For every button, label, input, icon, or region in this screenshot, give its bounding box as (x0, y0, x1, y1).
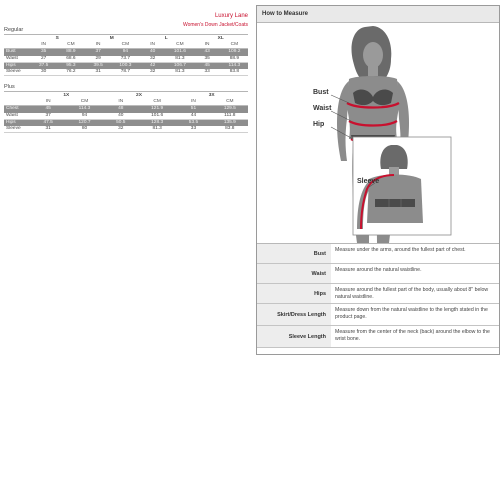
sleeve-inset (353, 137, 451, 235)
unit-header: IN (139, 42, 166, 49)
table-cell: 42 (139, 62, 166, 69)
brand-heading (183, 12, 248, 30)
row-label: Hips (4, 62, 30, 69)
definition-row (257, 264, 499, 284)
table-cell: 47.5 (30, 119, 66, 126)
table-cell: 27 (30, 56, 57, 63)
label-hip: Hip (313, 121, 325, 128)
table-cell: 51 (175, 106, 211, 113)
table-row (4, 62, 248, 69)
table-cell: 50.5 (103, 119, 139, 126)
definition-term: Skirt/Dress Length (257, 304, 331, 325)
definition-row (257, 284, 499, 304)
label-bust: Bust (313, 89, 329, 96)
plus-label: Plus (4, 84, 15, 90)
unit-header: IN (85, 42, 112, 49)
size-header: 2X (136, 93, 142, 98)
table-cell: 37 (30, 113, 66, 120)
table-cell: 88.9 (221, 56, 248, 63)
size-header: XL (217, 36, 224, 41)
definition-desc: Measure under the arms, around the fullest part of chest. (335, 247, 466, 253)
table-cell: 32 (139, 69, 166, 76)
table-cell: 95.3 (57, 62, 84, 69)
table-cell: 43 (194, 49, 221, 56)
definition-desc: Measure down from the natural waistline to the length stated in the product page. (335, 307, 488, 320)
table-cell: 100.3 (112, 62, 139, 69)
unit-header: IN (30, 42, 57, 49)
label-waist: Waist (313, 105, 332, 112)
definition-desc: Measure around the natural waistline. (335, 267, 422, 273)
row-label: Bust (4, 49, 30, 56)
table-cell: 31 (30, 126, 66, 133)
regular-label: Regular (4, 27, 24, 33)
table-cell: 120.7 (66, 119, 102, 126)
table-cell: 40 (139, 49, 166, 56)
table-cell: 114.3 (66, 106, 102, 113)
table-cell: 94 (112, 49, 139, 56)
table-cell: 45 (30, 106, 66, 113)
table-cell: 29 (85, 56, 112, 63)
table-cell: 33 (194, 69, 221, 76)
table-cell: 78.7 (112, 69, 139, 76)
table-cell: 111.8 (212, 113, 248, 120)
label-sleeve: Sleeve (357, 178, 380, 185)
measure-illustration (257, 23, 499, 243)
table-cell: 129.5 (212, 106, 248, 113)
row-label: Waist (4, 56, 30, 63)
table-cell: 114.3 (221, 62, 248, 69)
unit-header: IN (30, 99, 66, 106)
table-cell: 30 (30, 69, 57, 76)
definition-desc: Measure around the fullest part of the body, usually about 8" below natural waistline. (335, 287, 489, 300)
table-row (4, 119, 248, 126)
table-cell: 40 (103, 113, 139, 120)
unit-header: CM (212, 99, 248, 106)
table-cell: 37 (85, 49, 112, 56)
table-cell: 76.2 (57, 69, 84, 76)
regular-rule (4, 34, 248, 35)
definition-term: Hips (257, 284, 331, 303)
table-row (4, 106, 248, 113)
table-cell: 73.7 (112, 56, 139, 63)
table-cell: 135.9 (212, 119, 248, 126)
size-header: 3X (208, 93, 215, 98)
row-label: Hips (4, 119, 30, 126)
table-cell: 128.3 (139, 119, 175, 126)
table-cell: 81.3 (166, 56, 193, 63)
table-cell: 81.3 (166, 69, 193, 76)
table-row (4, 113, 248, 120)
table-cell: 33 (175, 126, 211, 133)
table-cell: 83.8 (212, 126, 248, 133)
unit-header: CM (57, 42, 84, 49)
table-cell: 39.5 (85, 62, 112, 69)
regular-size-table (4, 36, 248, 76)
plus-rule (4, 91, 248, 92)
table-cell: 80 (66, 126, 102, 133)
plus-size-table (4, 93, 248, 133)
table-cell: 44 (175, 113, 211, 120)
table-cell: 109.2 (221, 49, 248, 56)
unit-header: CM (112, 42, 139, 49)
table-cell: 45 (194, 62, 221, 69)
table-cell: 101.6 (139, 113, 175, 120)
row-label: Chest (4, 106, 30, 113)
table-cell: 35 (194, 56, 221, 63)
figure-svg (257, 23, 499, 243)
row-label: Sleeve (4, 69, 30, 76)
unit-header: CM (139, 99, 175, 106)
table-cell: 83.8 (221, 69, 248, 76)
table-cell: 121.9 (139, 106, 175, 113)
table-cell: 32 (139, 56, 166, 63)
table-cell: 37.5 (30, 62, 57, 69)
table-row (4, 69, 248, 76)
table-cell: 68.6 (57, 56, 84, 63)
unit-header: IN (175, 99, 211, 106)
table-cell: 94 (66, 113, 102, 120)
definition-term: Bust (257, 244, 331, 263)
table-cell: 32 (103, 126, 139, 133)
table-cell: 106.7 (166, 62, 193, 69)
definition-term: Sleeve Length (257, 326, 331, 347)
size-header: L (164, 36, 168, 41)
unit-header: CM (221, 42, 248, 49)
table-row (4, 126, 248, 133)
table-cell: 48 (103, 106, 139, 113)
definition-desc: Measure from the center of the neck (back) around the elbow to the wrist bone. (335, 329, 490, 342)
measure-definitions (257, 243, 499, 348)
table-row (4, 56, 248, 63)
table-cell: 88.9 (57, 49, 84, 56)
panel-title: How to Measure (257, 6, 499, 23)
table-cell: 31 (85, 69, 112, 76)
unit-header: IN (103, 99, 139, 106)
definition-term: Waist (257, 264, 331, 283)
table-cell: 53.5 (175, 119, 211, 126)
brand-name: Luxury Lane (214, 13, 248, 19)
how-to-measure-panel (256, 5, 500, 355)
unit-header: CM (66, 99, 102, 106)
size-header: S (55, 36, 59, 41)
unit-header: IN (194, 42, 221, 49)
definition-row (257, 326, 499, 348)
size-header: 1X (63, 93, 70, 98)
brand-subtitle: Women's Down Jacket/Coats (182, 22, 248, 28)
row-label: Sleeve (4, 126, 30, 133)
table-row (4, 49, 248, 56)
unit-header: CM (166, 42, 193, 49)
table-cell: 101.6 (166, 49, 193, 56)
definition-row (257, 304, 499, 326)
definition-row (257, 244, 499, 264)
table-cell: 81.3 (139, 126, 175, 133)
table-cell: 35 (30, 49, 57, 56)
size-header: M (109, 36, 114, 41)
row-label: Waist (4, 113, 30, 120)
